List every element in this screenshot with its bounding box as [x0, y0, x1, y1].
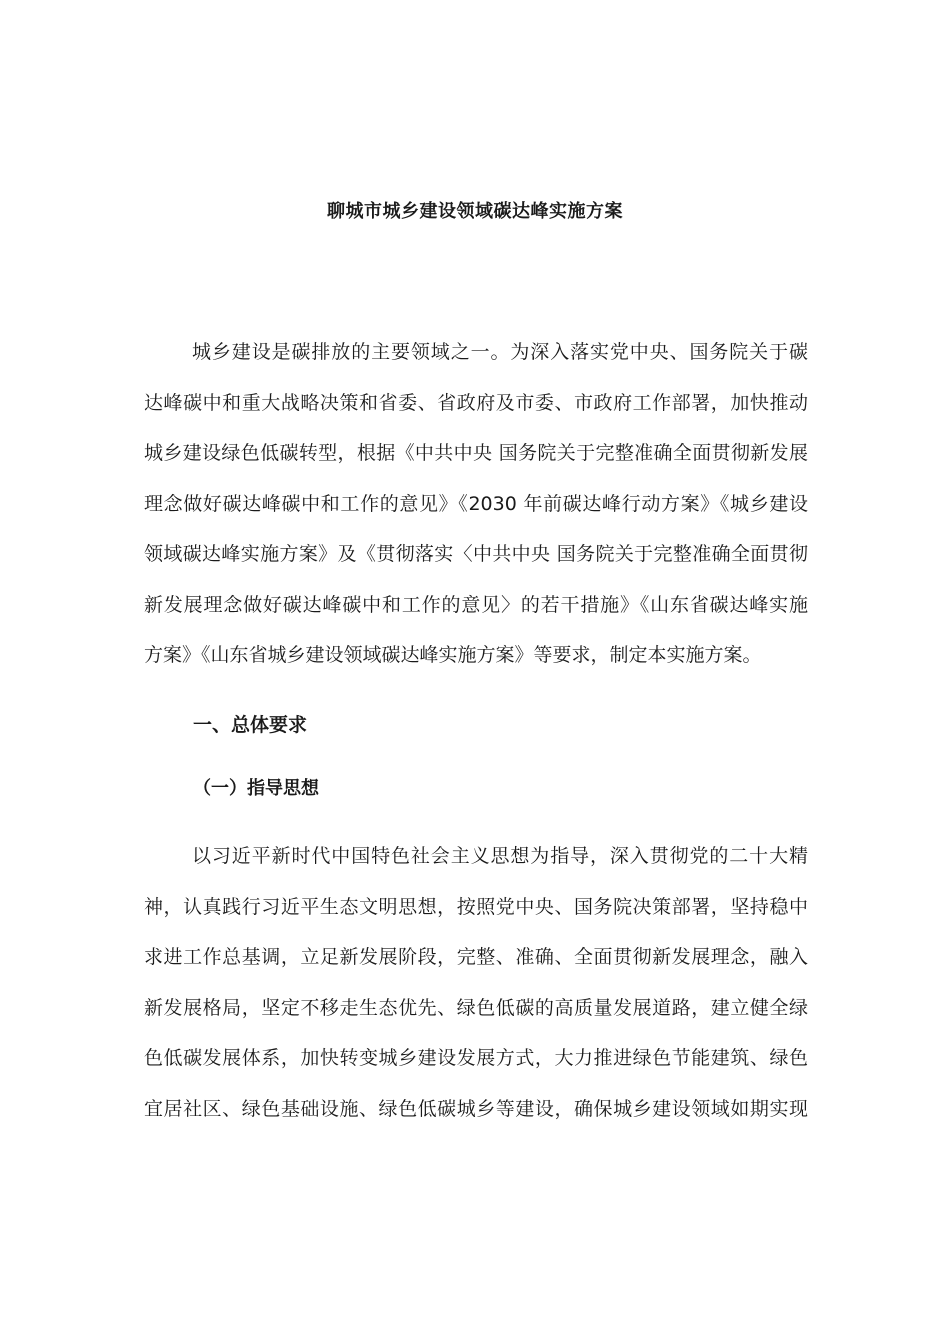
paragraph-line: 色低碳发展体系，加快转变城乡建设发展方式，大力推进绿色节能建筑、绿色	[144, 1047, 808, 1069]
paragraph-line: 宜居社区、绿色基础设施、绿色低碳城乡等建设，确保城乡建设领域如期实现	[144, 1097, 808, 1120]
paragraph-line: 新发展理念做好碳达峰碳中和工作的意见〉的若干措施》《山东省碳达峰实施	[144, 593, 808, 616]
paragraph-line: 方案》《山东省城乡建设领域碳达峰实施方案》等要求，制定本实施方案。	[144, 644, 762, 666]
paragraph-line: 理念做好碳达峰碳中和工作的意见》《2030 年前碳达峰行动方案》《城乡建设	[144, 492, 808, 515]
paragraph-line: 神，认真践行习近平生态文明思想，按照党中央、国务院决策部署，坚持稳中	[144, 895, 808, 918]
subsection-heading: （一）指导思想	[193, 778, 319, 799]
paragraph-line: 城乡建设是碳排放的主要领域之一。为深入落实党中央、国务院关于碳	[192, 341, 808, 363]
paragraph-line: 以习近平新时代中国特色社会主义思想为指导，深入贯彻党的二十大精	[192, 845, 808, 867]
paragraph-line: 求进工作总基调，立足新发展阶段，完整、准确、全面贯彻新发展理念，融入	[144, 946, 808, 968]
paragraph-line: 达峰碳中和重大战略决策和省委、省政府及市委、市政府工作部署，加快推动	[144, 391, 808, 414]
paragraph-line: 新发展格局，坚定不移走生态优先、绿色低碳的高质量发展道路，建立健全绿	[144, 996, 808, 1019]
section-heading: 一、总体要求	[193, 714, 308, 736]
intro-paragraph	[144, 327, 808, 681]
guiding-thought-paragraph	[144, 831, 808, 1134]
paragraph-line: 领域碳达峰实施方案》及《贯彻落实〈中共中央 国务院关于完整准确全面贯彻	[144, 543, 808, 565]
document-title: 聊城市城乡建设领域碳达峰实施方案	[327, 201, 623, 222]
paragraph-line: 城乡建设绿色低碳转型，根据《中共中央 国务院关于完整准确全面贯彻新发展	[144, 442, 808, 464]
